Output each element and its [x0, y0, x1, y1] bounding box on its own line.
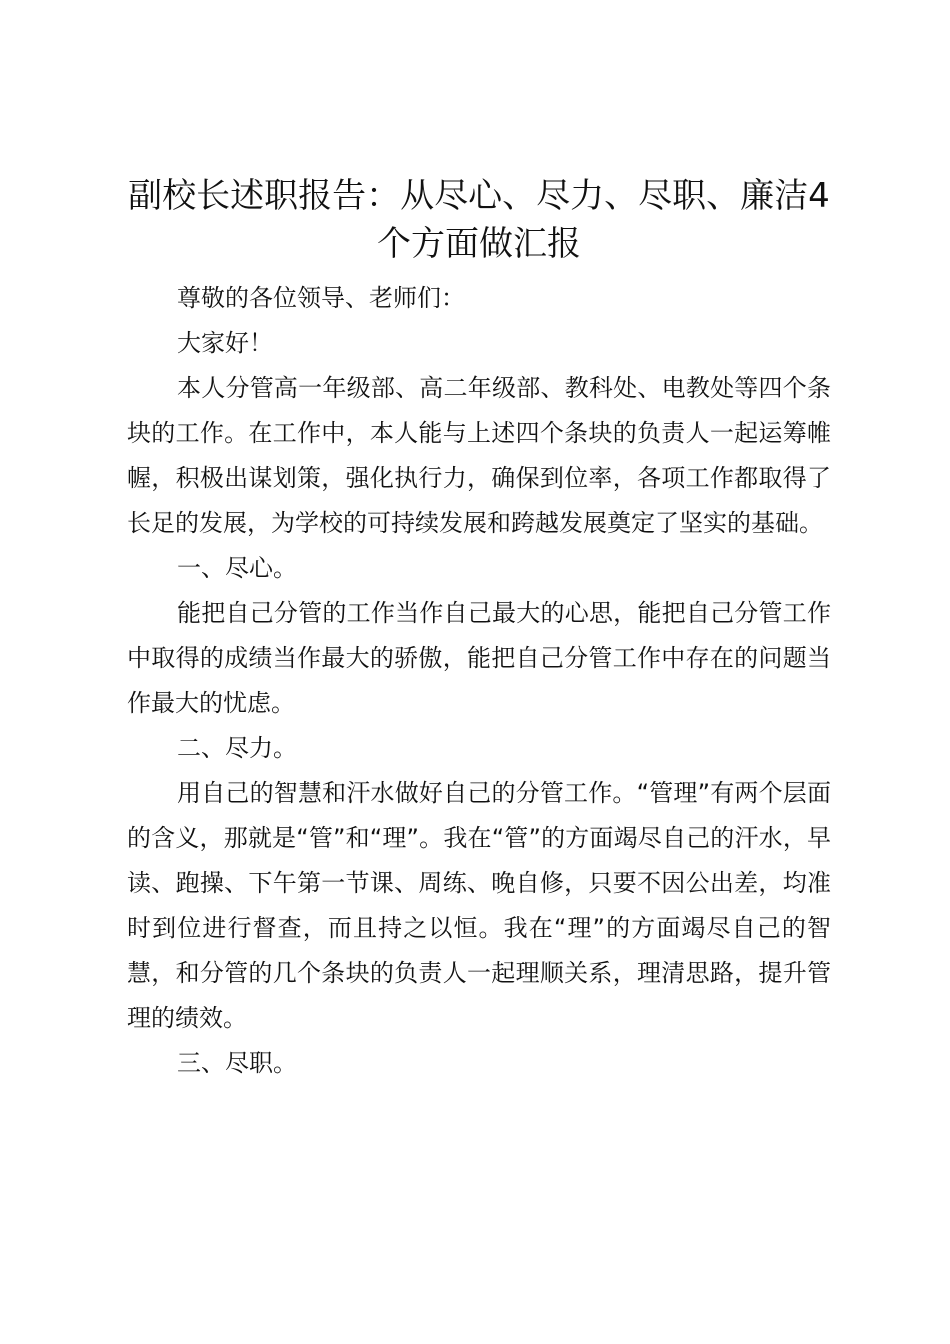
section-2-paragraph: 用自己的智慧和汗水做好自己的分管工作。“管理”有两个层面的含义，那就是“管”和“理”。我在“管”的方面竭尽自己的汗水，早读、跑操、下午第一节课、周练、晚自修，只要不因公出差，均准时到位进行督查，而且持之以恒。我在“理”的方面竭尽自己的智慧，和分管的几个条块的负责人一起理顺关系，理清思路，提升管理的绩效。 — [127, 779, 831, 1032]
document-title: 副校长述职报告：从尽心、尽力、尽职、廉洁4个方面做汇报 — [128, 176, 830, 264]
intro-paragraph: 本人分管高一年级部、高二年级部、教科处、电教处等四个条块的工作。在工作中，本人能与上述四个条块的负责人一起运筹帷幄，积极出谋划策，强化执行力，确保到位率，各项工作都取得了长足的发展，为学校的可持续发展和跨越发展奠定了坚实的基础。 — [127, 374, 831, 537]
document-body — [127, 172, 831, 1086]
greeting: 大家好！ — [177, 329, 273, 357]
section-heading-2: 二、尽力。 — [177, 734, 297, 762]
section-1-paragraph: 能把自己分管的工作当作自己最大的心思，能把自己分管工作中取得的成绩当作最大的骄傲，能把自己分管工作中存在的问题当作最大的忧虑。 — [127, 599, 831, 717]
salutation: 尊敬的各位领导、老师们： — [177, 284, 465, 312]
section-heading-3: 三、尽职。 — [177, 1049, 297, 1077]
section-heading-1: 一、尽心。 — [177, 554, 297, 582]
